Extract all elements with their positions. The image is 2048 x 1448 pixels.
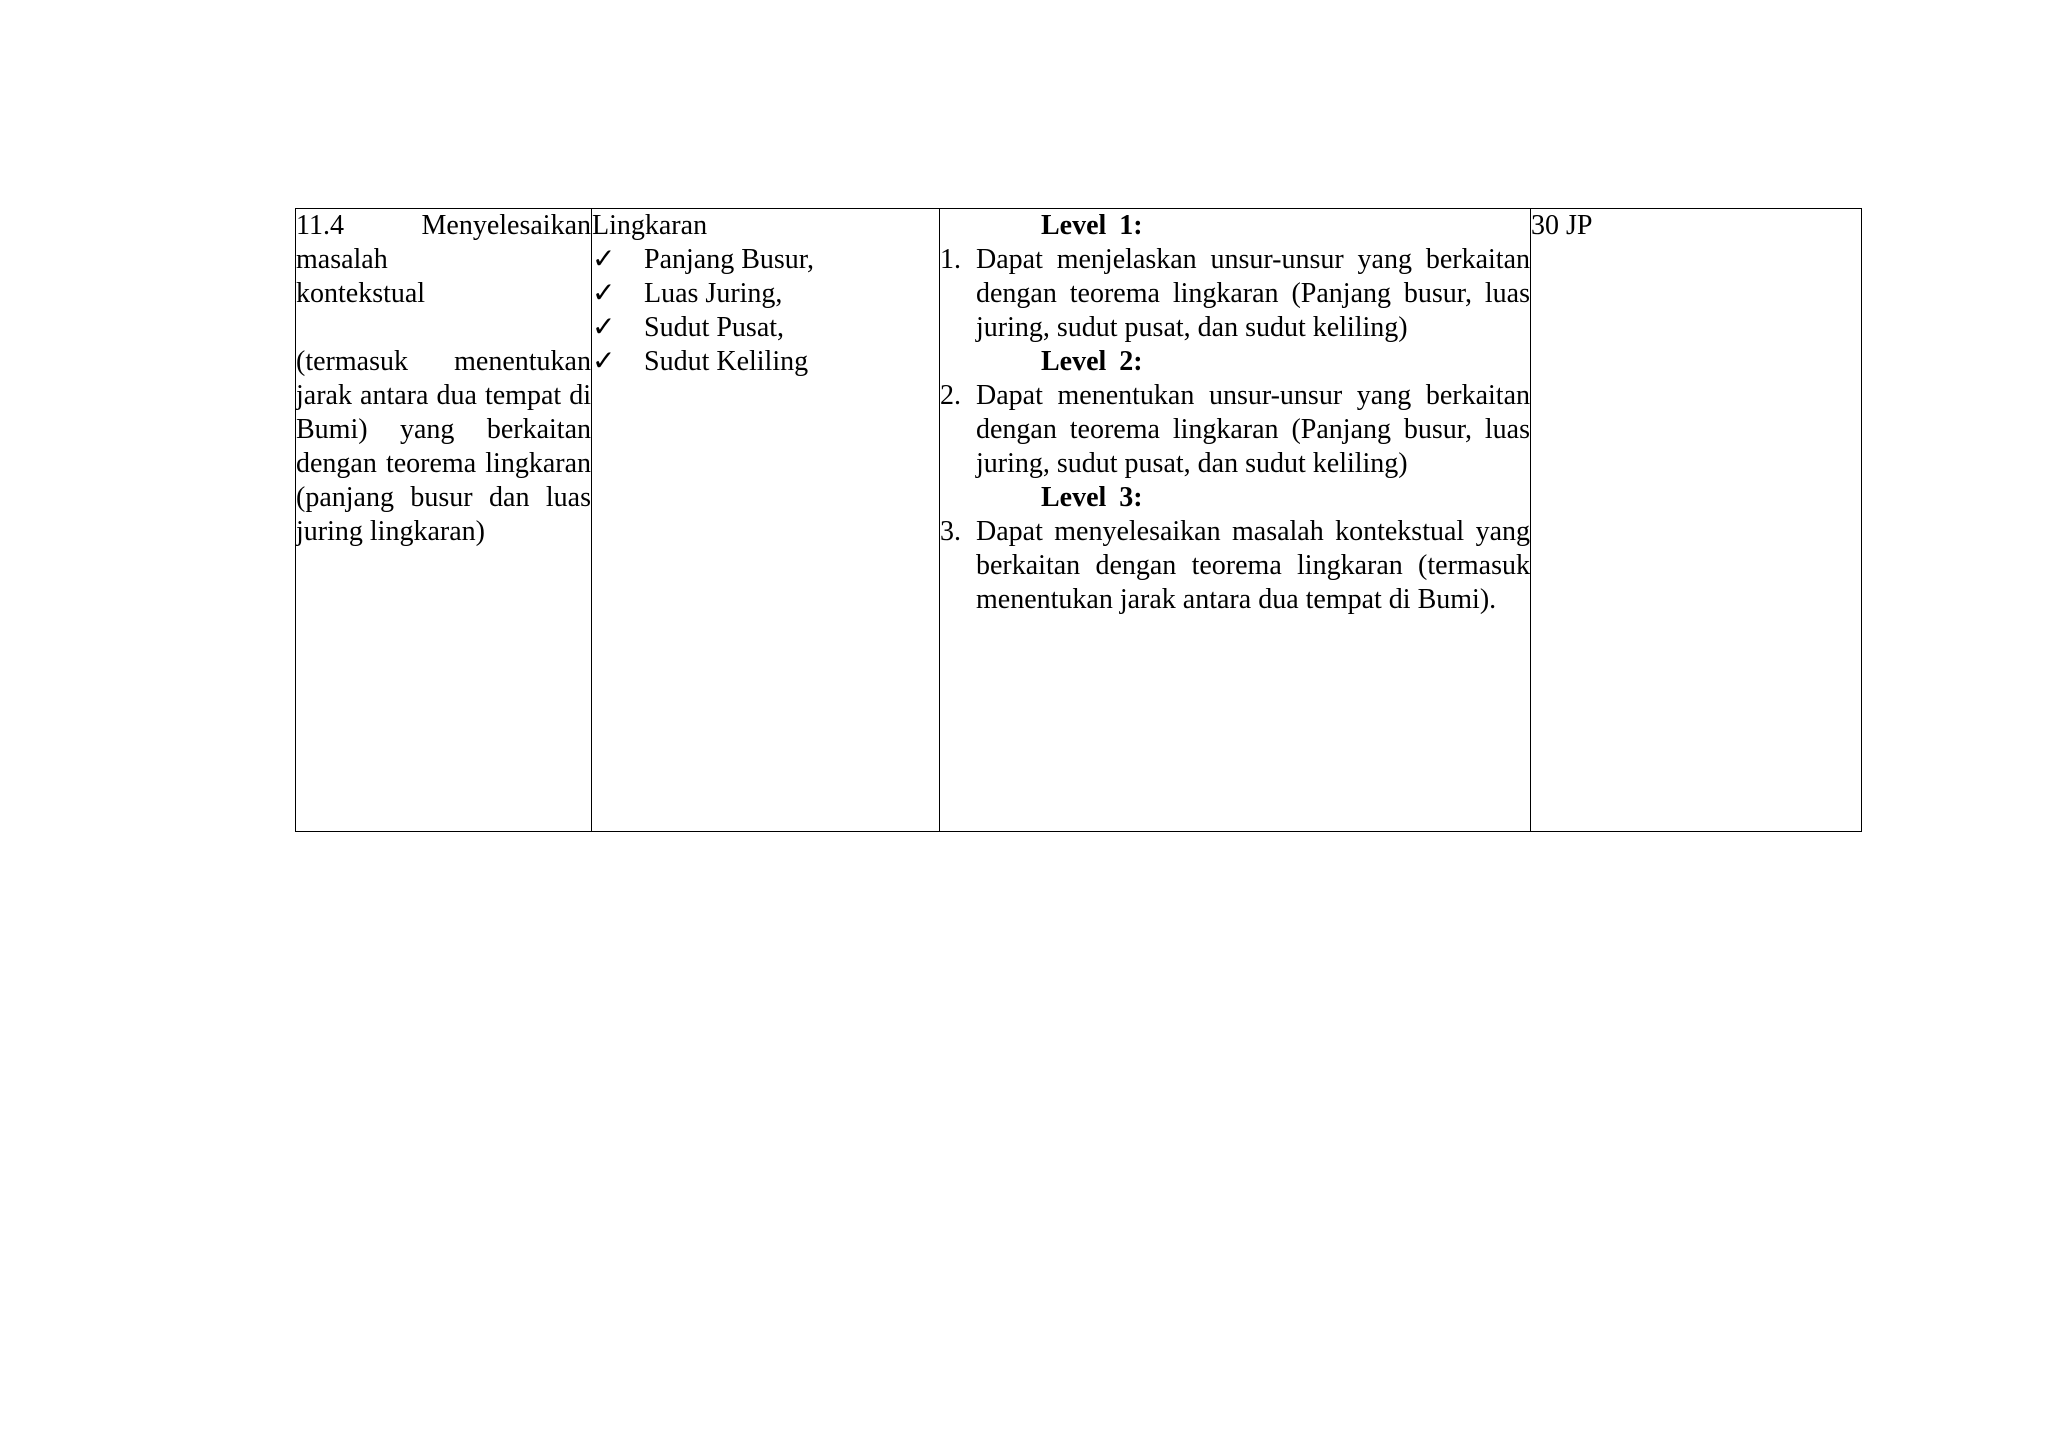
list-item [592, 311, 939, 345]
material-cell [592, 209, 940, 832]
competency-detail: (termasuk menentukan jarak antara dua tempat di Bumi) yang berkaitan dengan teorema lingkaran (panjang busur dan luas juring lingkaran) [296, 346, 591, 547]
list-item [592, 277, 939, 311]
objective-number: 2. [940, 380, 961, 411]
list-item [592, 243, 939, 277]
objective-text: Dapat menyelesaikan masalah kontekstual yang berkaitan dengan teorema lingkaran (termasuk menentukan jarak antara dua tempat di Bumi). [976, 516, 1530, 615]
level-heading: Level 3: [1041, 482, 1143, 513]
table-row [296, 209, 1862, 832]
material-title: Lingkaran [592, 210, 708, 241]
objective-number: 3. [940, 516, 961, 547]
time-allocation-value: 30 JP [1531, 210, 1593, 241]
checkmark-icon: ✓ [592, 278, 616, 309]
checkmark-icon: ✓ [592, 346, 616, 377]
material-item-label: Sudut Keliling [644, 346, 809, 377]
level-heading: Level 2: [1041, 346, 1143, 377]
syllabus-table [295, 208, 1862, 832]
objective-item [940, 379, 1530, 481]
objective-number: 1. [940, 244, 961, 275]
material-item-label: Sudut Pusat, [644, 312, 785, 343]
checkmark-icon: ✓ [592, 244, 616, 275]
competency-first-line [296, 209, 591, 243]
objectives-cell [940, 209, 1531, 832]
level-heading: Level 1: [1041, 210, 1143, 241]
competency-number: 11.4 [296, 210, 344, 241]
competency-verb: Menyelesaikan [421, 210, 591, 241]
time-allocation-cell [1531, 209, 1862, 832]
objective-text: Dapat menentukan unsur-unsur yang berkaitan dengan teorema lingkaran (Panjang busur, luas juring, sudut pusat, dan sudut keliling) [976, 380, 1530, 479]
material-item-label: Luas Juring, [644, 278, 783, 309]
list-item [592, 345, 939, 379]
material-list [592, 243, 939, 379]
paragraph-gap [296, 311, 591, 345]
objective-text: Dapat menjelaskan unsur-unsur yang berkaitan dengan teorema lingkaran (Panjang busur, luas juring, sudut pusat, dan sudut keliling) [976, 244, 1530, 343]
competency-line-2: masalah [296, 244, 388, 275]
competency-line-3: kontekstual [296, 278, 426, 309]
objective-item [940, 243, 1530, 345]
competency-cell [296, 209, 592, 832]
material-item-label: Panjang Busur, [644, 244, 814, 275]
checkmark-icon: ✓ [592, 312, 616, 343]
objective-item [940, 515, 1530, 617]
